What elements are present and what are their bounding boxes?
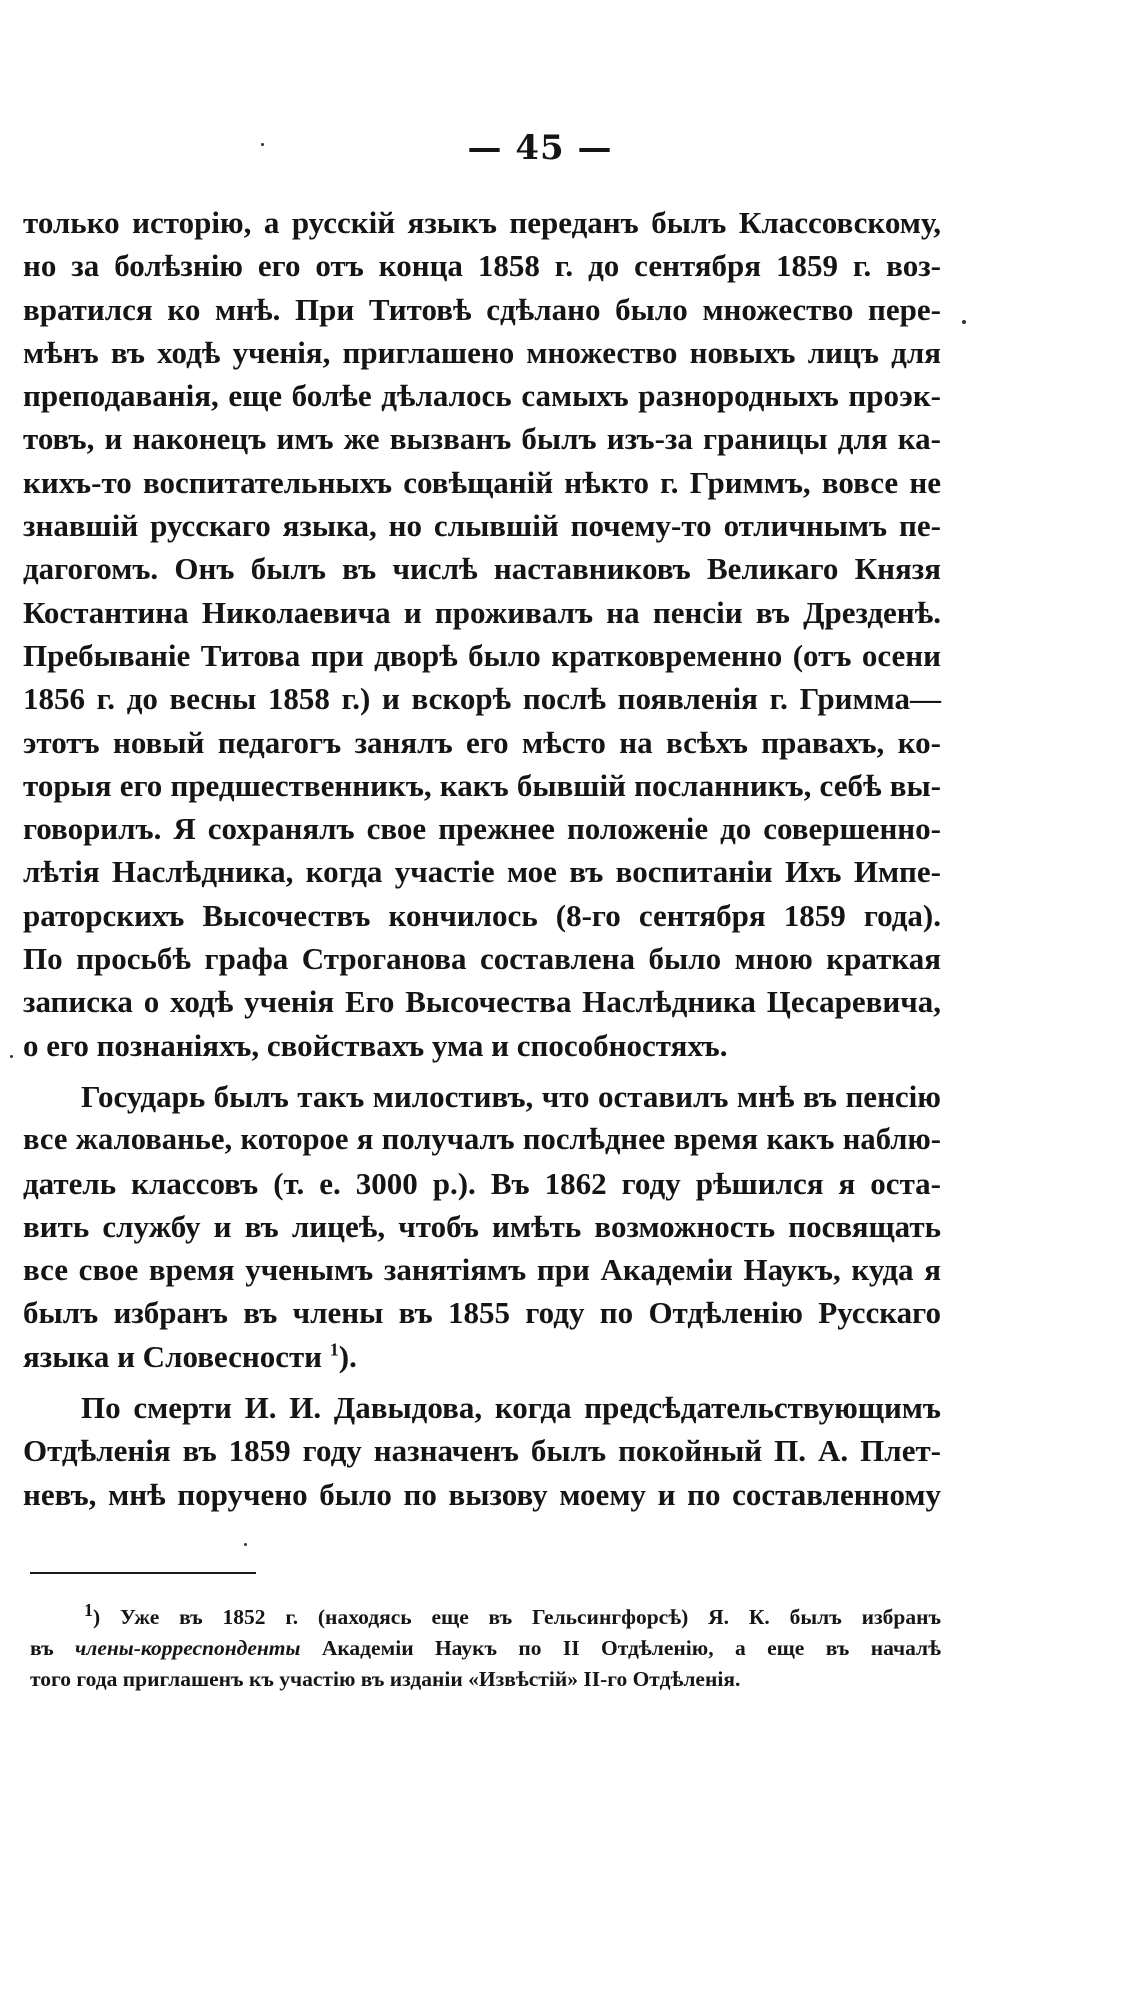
footnote-text: ) Уже въ 1852 г. (находясь еще въ Гельсингфорсѣ) Я. К. былъ избранъ [93, 1605, 941, 1629]
text-line: 1856 г. до весны 1858 г.) и вскорѣ послѣ появленія г. Гримма— [23, 681, 941, 717]
text-line-with-footnote [23, 1335, 941, 1378]
footnote-italic-text: члены-корреспонденты [75, 1636, 301, 1660]
paragraph-1 [23, 201, 941, 1067]
text-line: вратился ко мнѣ. При Титовѣ сдѣлано было множество пере- [23, 291, 941, 327]
paragraph-3 [23, 1386, 941, 1516]
text-line: преподаванія, еще болѣе дѣлалось самыхъ разнородныхъ проэк- [23, 378, 941, 414]
text-fragment: языка и Словесности [23, 1338, 323, 1374]
text-line: знавшій русскаго языка, но слывшій почему-то отличнымъ пе- [23, 508, 941, 544]
text-line: Пребываніе Титова при дворѣ было кратковременно (отъ осени [23, 637, 941, 673]
text-line: По смерти И. И. Давыдова, когда предсѣдательствующимъ [81, 1390, 941, 1426]
print-speck [244, 1543, 247, 1546]
text-line: былъ избранъ въ члены въ 1855 году по Отдѣленію Русскаго [23, 1295, 941, 1331]
text-line: все жалованье, которое я получалъ послѣднее время какъ наблю- [23, 1122, 941, 1157]
footnote [30, 1599, 941, 1695]
text-line: Отдѣленія въ 1859 году назначенъ былъ покойный П. А. Плет- [23, 1433, 941, 1469]
text-fragment: ). [338, 1338, 357, 1374]
page-number: — 45 — [467, 128, 613, 168]
footnote-reference[interactable]: 1 [329, 1339, 339, 1360]
text-line: датель классовъ (т. е. 3000 р.). Въ 1862 году рѣшился я оста- [23, 1165, 941, 1201]
text-line: кихъ-то воспитательныхъ совѣщаній нѣкто г. Гриммъ, вовсе не [23, 464, 941, 500]
text-line: торыя его предшественникъ, какъ бывшій посланникъ, себѣ вы- [23, 767, 941, 803]
footnote-line: того года приглашенъ къ участію въ изданіи «Извѣстій» II-го Отдѣленія. [30, 1667, 741, 1691]
text-line: но за болѣзнію его отъ конца 1858 г. до сентября 1859 г. воз- [23, 248, 941, 284]
text-line: вить службу и въ лицеѣ, чтобъ имѣть возможность посвящать [23, 1208, 941, 1244]
text-line: этотъ новый педагогъ занялъ его мѣсто на всѣхъ правахъ, ко- [23, 724, 941, 760]
text-line: невъ, мнѣ поручено было по вызову моему и по составленному [23, 1476, 941, 1512]
print-speck [10, 1055, 13, 1058]
text-line: раторскихъ Высочествъ кончилось (8-го сентября 1859 года). [23, 897, 941, 933]
footnote-divider [30, 1572, 256, 1574]
text-line: только исторію, а русскій языкъ переданъ былъ Классовскому, [23, 205, 941, 240]
text-line: дагогомъ. Онъ былъ въ числѣ наставниковъ Великаго Князя [23, 551, 941, 587]
text-line: Государь былъ такъ милостивъ, что оставилъ мнѣ въ пенсію [81, 1078, 941, 1114]
text-line: мѣнъ въ ходѣ ученія, приглашено множество новыхъ лицъ для [23, 334, 941, 370]
text-line: говорилъ. Я сохранялъ свое прежнее положеніе до совершенно- [23, 811, 941, 847]
text-line: все свое время ученымъ занятіямъ при Академіи Наукъ, куда я [23, 1252, 941, 1288]
footnote-text: въ [30, 1636, 75, 1660]
text-line: По просьбѣ графа Строганова составлена было мною краткая [23, 941, 941, 977]
text-line: Костантина Николаевича и проживалъ на пенсіи въ Дрезденѣ. [23, 594, 941, 630]
text-line: записка о ходѣ ученія Его Высочества Наслѣдника Цесаревича, [23, 984, 941, 1020]
body-text [23, 201, 941, 1516]
footnote-marker: 1 [84, 1599, 93, 1620]
text-line: товъ, и наконецъ имъ же вызванъ былъ изъ-за границы для ка- [23, 421, 941, 457]
footnote-text: Академіи Наукъ по II Отдѣленію, а еще въ началѣ [300, 1636, 941, 1660]
text-line: о его познаніяхъ, свойствахъ ума и способностяхъ. [23, 1027, 728, 1063]
paragraph-2 [23, 1075, 941, 1378]
print-speck [261, 143, 264, 146]
text-line: лѣтія Наслѣдника, когда участіе мое въ воспитаніи Ихъ Импе- [23, 854, 941, 890]
print-speck [962, 320, 966, 324]
footnote-line [30, 1599, 941, 1633]
footnote-line [30, 1633, 941, 1664]
